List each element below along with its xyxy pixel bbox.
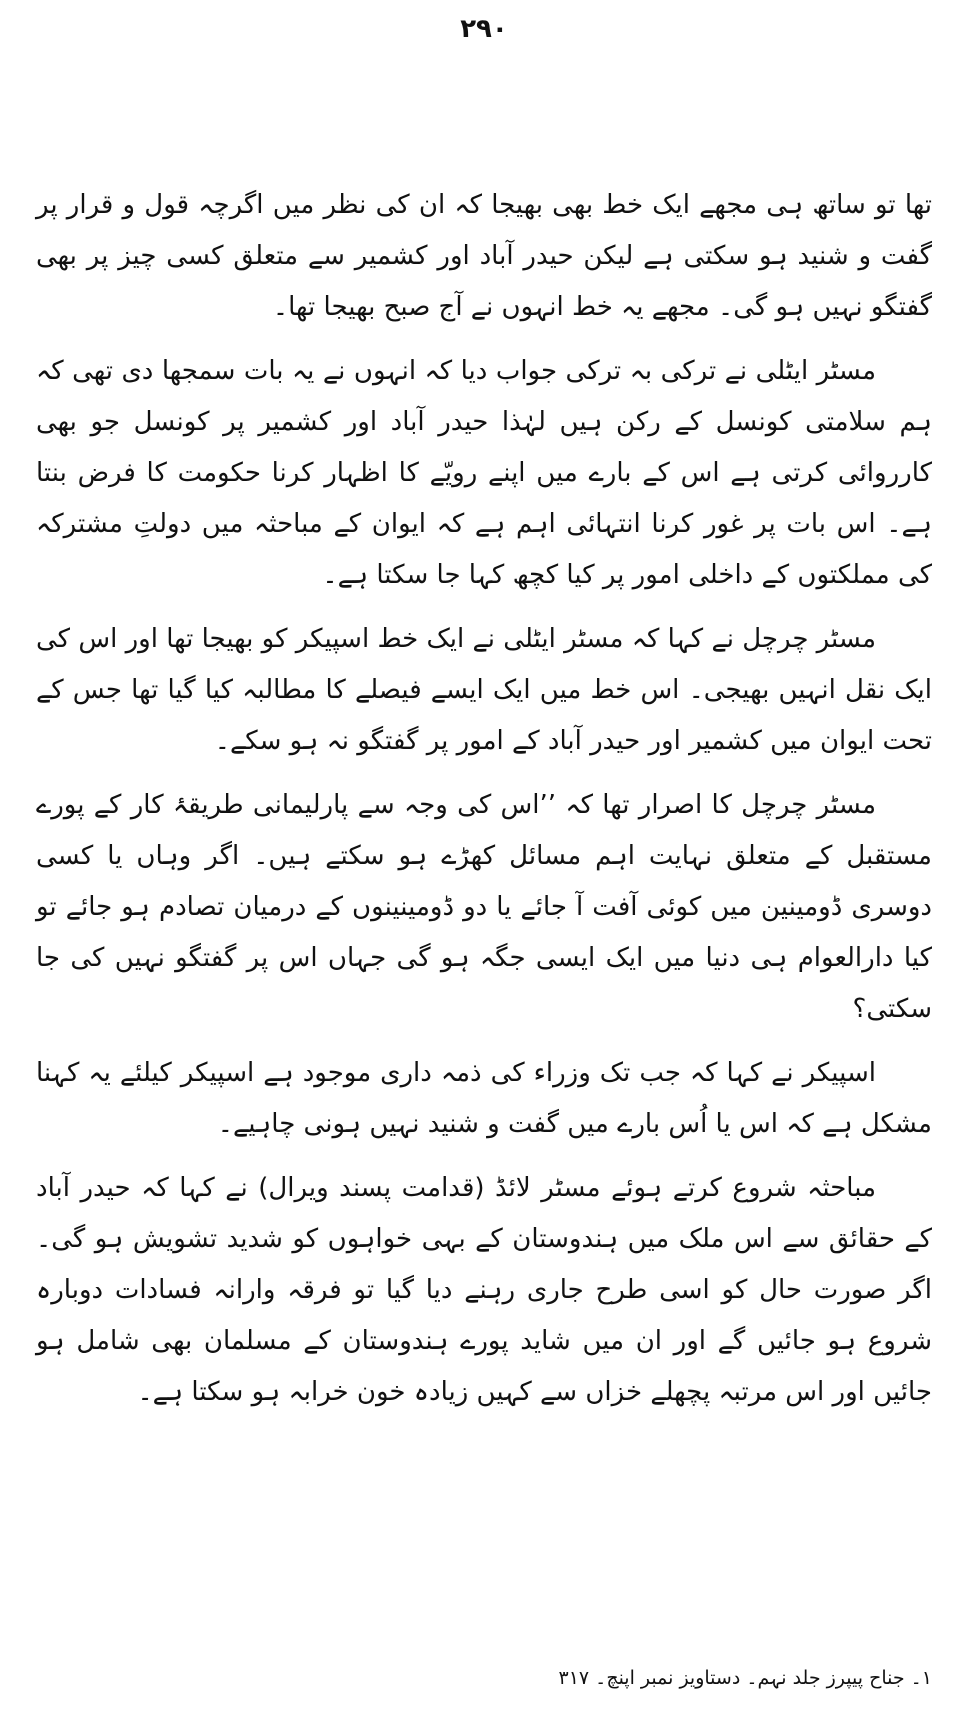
paragraph-churchill-insistence: مسٹر چرچل کا اصرار تھا کہ ’’اس کی وجہ سے پارلیمانی طریقۂ کار کے پورے مستقبل کے متعلق نہایت اہم مسائل کھڑے ہو سکتے ہیں۔ اگر وہاں یا کسی دوسری ڈومینین میں کوئی آفت آ جائے یا دو ڈومینینوں کے درمیان تصادم ہو جائے تو کیا دارالعوام ہی دنیا میں ایک ایسی جگہ ہو گی جہاں اس پر گفتگو نہیں کی جا سکتی؟	[36, 790, 932, 1024]
page-number: ۲۹۰	[460, 14, 508, 44]
paragraph-speaker-ruling: اسپیکر نے کہا کہ جب تک وزراء کی ذمہ داری موجود ہے اسپیکر کیلئے یہ کہنا مشکل ہے کہ اس یا اُس بارے میں گفت و شنید نہیں ہونی چاہیے۔	[36, 1058, 932, 1139]
paragraph-lloyd-debate: مباحثہ شروع کرتے ہوئے مسٹر لائڈ (قدامت پسند ویرال) نے کہا کہ حیدر آباد کے حقائق سے اس ملک میں ہندوستان کے بہی خواہوں کو شدید تشویش ہو گی۔ اگر صورت حال کو اسی طرح جاری رہنے دیا گیا تو فرقہ وارانہ فسادات دوبارہ شروع ہو جائیں گے اور ان میں شاید پورے ہندوستان کے مسلمان بھی شامل ہو جائیں اور اس مرتبہ پچھلے خزاں سے کہیں زیادہ خون خرابہ ہو سکتا ہے۔	[36, 1173, 932, 1407]
paragraph-churchill-letter: مسٹر چرچل نے کہا کہ مسٹر ایٹلی نے ایک خط اسپیکر کو بھیجا تھا اور اس کی ایک نقل انہیں بھیجی۔ اس خط میں ایک ایسے فیصلے کا مطالبہ کیا گیا تھا جس کے تحت ایوان میں کشمیر اور حیدر آباد کے امور پر گفتگو نہ ہو سکے۔	[36, 624, 932, 756]
footnote: ۱۔ جناح پیپرز جلد نہم۔ دستاویز نمبر اپنچ۔ ۳۱۷	[558, 1667, 932, 1689]
document-body	[36, 180, 932, 1431]
paragraph-letter-context: تھا تو ساتھ ہی مجھے ایک خط بھی بھیجا کہ ان کی نظر میں اگرچہ قول و قرار پر گفت و شنید ہو سکتی ہے لیکن حیدر آباد اور کشمیر سے متعلق کسی چیز پر بھی گفتگو نہیں ہو گی۔ مجھے یہ خط انہوں نے آج صبح بھیجا تھا۔	[36, 190, 932, 322]
paragraph-attlee-reply: مسٹر ایٹلی نے ترکی بہ ترکی جواب دیا کہ انہوں نے یہ بات سمجھا دی تھی کہ ہم سلامتی کونسل کے رکن ہیں لہٰذا حیدر آباد اور کشمیر پر کونسل جو بھی کارروائی کرتی ہے اس کے بارے میں اپنے رویّے کا اظہار کرنا حکومت کا فرض بنتا ہے۔ اس بات پر غور کرنا انتہائی اہم ہے کہ ایوان کے مباحثہ میں دولتِ مشترکہ کی مملکتوں کے داخلی امور پر کیا کچھ کہا جا سکتا ہے۔	[36, 356, 932, 590]
